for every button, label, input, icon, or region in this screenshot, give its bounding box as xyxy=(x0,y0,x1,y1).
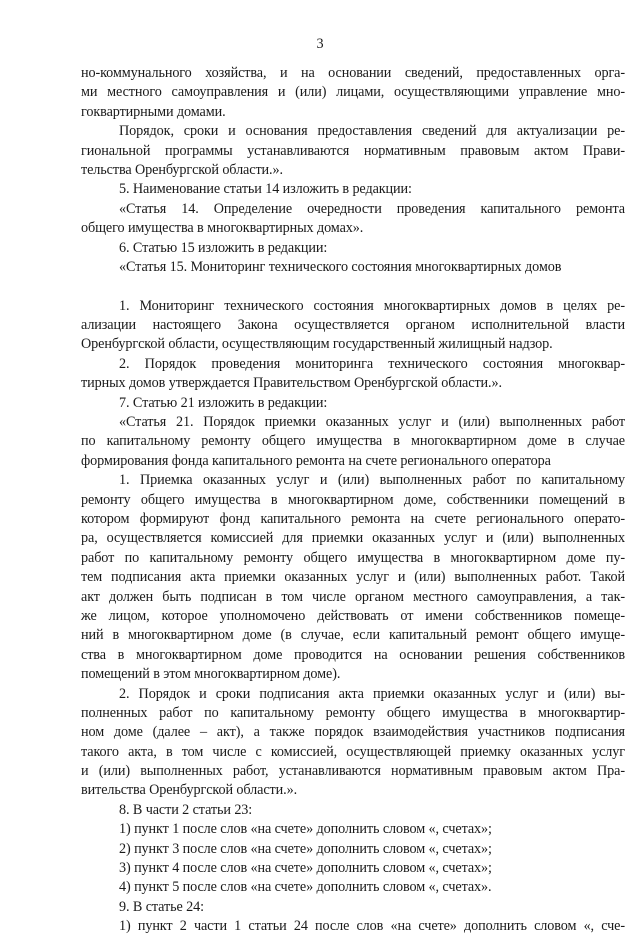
text-line: работ по капитальному ремонту общего имущества в многоквартирном доме пу- xyxy=(81,549,625,566)
text-line: «Статья 15. Мониторинг технического состояния многоквартирных домов xyxy=(119,258,562,275)
text-line: общего имущества в многоквартирных домах». xyxy=(81,220,364,237)
text-line: гоквартирными домами. xyxy=(81,103,226,120)
text-line: 2. Порядок и сроки подписания акта приемки оказанных услуг и (или) вы- xyxy=(119,685,625,702)
text-line: тирных домов утверждается Правительством Оренбургской области.». xyxy=(81,375,502,392)
text-line: ремонту общего имущества в многоквартирном доме, собственники помещений в xyxy=(81,491,625,508)
text-line: ном доме (далее – акт), а также порядок взаимодействия участников подписания xyxy=(81,724,625,741)
text-line: вительства Оренбургской области.». xyxy=(81,782,298,799)
text-line: полненных работ по капитальному ремонту общего имущества в многоквартир- xyxy=(81,704,625,721)
text-line: 1. Мониторинг технического состояния многоквартирных домов в целях ре- xyxy=(119,297,625,314)
text-line: 3) пункт 4 после слов «на счете» дополнить словом «, счетах»; xyxy=(119,860,492,877)
text-line: гиональной программы устанавливаются нормативным правовым актом Прави- xyxy=(81,142,625,159)
text-line: ра, осуществляется комиссией для приемки оказанных услуг и (или) выполненных xyxy=(81,530,625,547)
text-line: 2) пункт 3 после слов «на счете» дополнить словом «, счетах»; xyxy=(119,840,492,857)
text-line: акт должен быть подписан в том числе органом местного самоуправления, а так- xyxy=(81,588,625,605)
text-line: 8. В части 2 статьи 23: xyxy=(119,801,253,818)
text-line: же лицом, которое уполномочено действовать от имени собственников помеще- xyxy=(81,607,625,624)
text-line: тем подписания акта приемки оказанных услуг и (или) выполненных работ. Такой xyxy=(81,569,625,586)
page-number: 3 xyxy=(316,36,324,52)
text-line: ализации настоящего Закона осуществляется органом исполнительной власти xyxy=(81,317,625,334)
text-line: 1) пункт 2 части 1 статьи 24 после слов «на счете» дополнить словом «, сче- xyxy=(119,918,625,935)
text-line: ми местного самоуправления и (или) лицами, осуществляющими управление мно- xyxy=(81,84,625,101)
text-line: котором формируют фонд капитального ремонта на счете регионального операто- xyxy=(81,510,625,527)
text-line: «Статья 21. Порядок приемки оказанных услуг и (или) выполненных работ xyxy=(119,414,625,431)
text-line: но-коммунального хозяйства, и на основании сведений, предоставленных орга- xyxy=(81,65,625,81)
text-line: 1) пункт 1 после слов «на счете» дополнить словом «, счетах»; xyxy=(119,821,492,838)
text-line: тельства Оренбургской области.». xyxy=(81,161,283,178)
text-line: такого акта, в том числе с комиссией, осуществляющей приемку оказанных услуг xyxy=(81,743,625,760)
text-line: 2. Порядок проведения мониторинга технического состояния многоквар- xyxy=(119,355,625,372)
text-line: ний в многоквартирном доме (в случае, если капитальный ремонт общего имуще- xyxy=(81,627,625,644)
blank-line xyxy=(81,277,625,296)
text-line: 5. Наименование статьи 14 изложить в редакции: xyxy=(119,181,412,198)
text-line: 1. Приемка оказанных услуг и (или) выполненных работ по капитальному xyxy=(119,472,625,489)
text-line: 7. Статью 21 изложить в редакции: xyxy=(119,394,328,411)
text-line: 4) пункт 5 после слов «на счете» дополнить словом «, счетах». xyxy=(119,879,492,896)
text-line: помещений в этом многоквартирном доме). xyxy=(81,666,341,683)
text-line: по капитальному ремонту общего имущества в многоквартирном доме в случае xyxy=(81,433,625,450)
text-line: Порядок, сроки и основания предоставления сведений для актуализации ре- xyxy=(119,123,625,140)
text-line: «Статья 14. Определение очередности проведения капитального ремонта xyxy=(119,200,625,217)
text-line: Оренбургской области, осуществляющим государственный жилищный надзор. xyxy=(81,336,553,353)
text-line: ства в многоквартирном доме проводится на основании решения собственников xyxy=(81,646,625,663)
text-line: и (или) выполненных работ, устанавливаются нормативным правовым актом Пра- xyxy=(81,763,625,780)
text-line: формирования фонда капитального ремонта на счете регионального оператора xyxy=(81,452,551,469)
text-line: 6. Статью 15 изложить в редакции: xyxy=(119,239,328,256)
document-body xyxy=(81,64,625,937)
text-line: 9. В статье 24: xyxy=(119,898,204,915)
